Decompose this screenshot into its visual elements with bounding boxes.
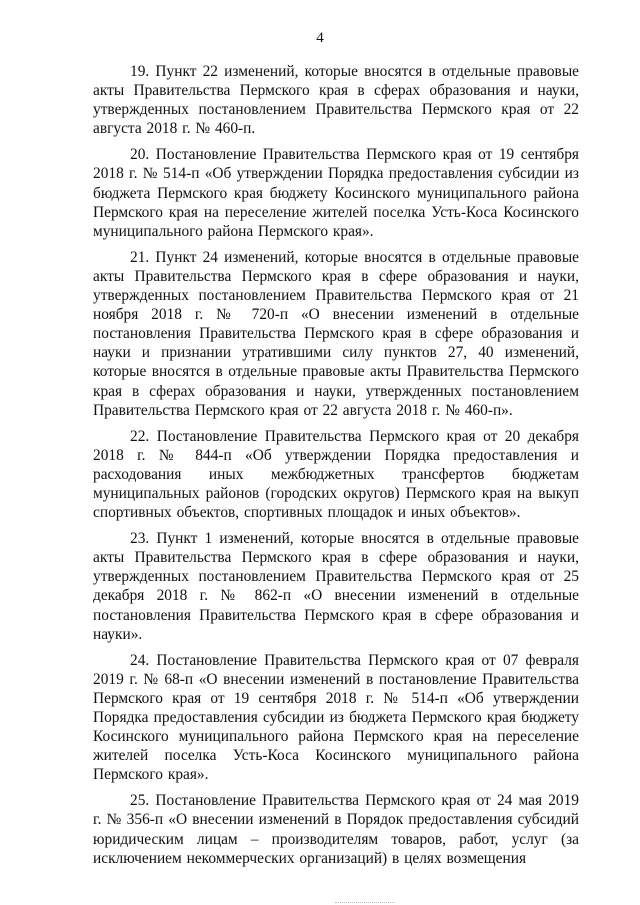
page-number: 4 — [316, 30, 324, 46]
page-bottom-divider — [335, 902, 395, 903]
list-item-23: 23. Пункт 1 изменений, которые вносятся в отдельные правовые акты Правительства Пермского края в сфере образования и науки, утвержденных постановлением Правительства Пермского края от 25 декабря 2018 г. № 862-п «О внесении изменений в отдельные постановления Правительства Пермского края в сфере образования и науки». — [93, 530, 579, 643]
list-item-22: 22. Постановление Правительства Пермского края от 20 декабря 2018 г. № 844-п «Об утверждении Порядка предоставления и расходования иных межбюджетных трансфертов бюджетам муниципальных районов (городских округов) Пермского края на выкуп спортивных объектов, спортивных площадок и иных объектов». — [93, 427, 579, 522]
list-item-19: 19. Пункт 22 изменений, которые вносятся в отдельные правовые акты Правительства Пермского края в сферах образования и науки, утвержденных постановлением Правительства Пермского края от 22 августа 2018 г. № 460-п. — [93, 63, 579, 138]
list-item-24: 24. Постановление Правительства Пермского края от 07 февраля 2019 г. № 68-п «О внесении изменений в постановление Правительства Пермского края от 19 сентября 2018 г. № 514-п «Об утверждении Порядка предоставления субсидии из бюджета Пермского края бюджету Косинского муниципального района Пермского края на переселение жителей поселка Усть-Коса Косинского муниципального района Пермского края». — [93, 651, 579, 784]
list-item-21: 21. Пункт 24 изменений, которые вносятся в отдельные правовые акты Правительства Пермского края в сфере образования и науки, утвержденных постановлением Правительства Пермского края от 21 ноября 2018 г. № 720-п «О внесении изменений в отдельные постановления Правительства Пермского края в сфере образования и науки и признании утратившими силу пунктов 27, 40 изменений, которые вносятся в отдельные правовые акты Правительства Пермского края в сферах образования и науки, утвержденных постановлением Правительства Пермского края от 22 августа 2018 г. № 460-п». — [93, 248, 579, 419]
document-body — [93, 62, 579, 875]
list-item-25: 25. Постановление Правительства Пермского края от 24 мая 2019 г. № 356-п «О внесении изменений в Порядок предоставления субсидий юридическим лицам – производителям товаров, работ, услуг (за исключением некоммерческих организаций) в целях возмещения — [93, 792, 579, 867]
list-item-20: 20. Постановление Правительства Пермского края от 19 сентября 2018 г. № 514-п «Об утверждении Порядка предоставления субсидии из бюджета Пермского края бюджету Косинского муниципального района Пермского края на переселение жителей поселка Усть-Коса Косинского муниципального района Пермского края». — [93, 146, 579, 240]
